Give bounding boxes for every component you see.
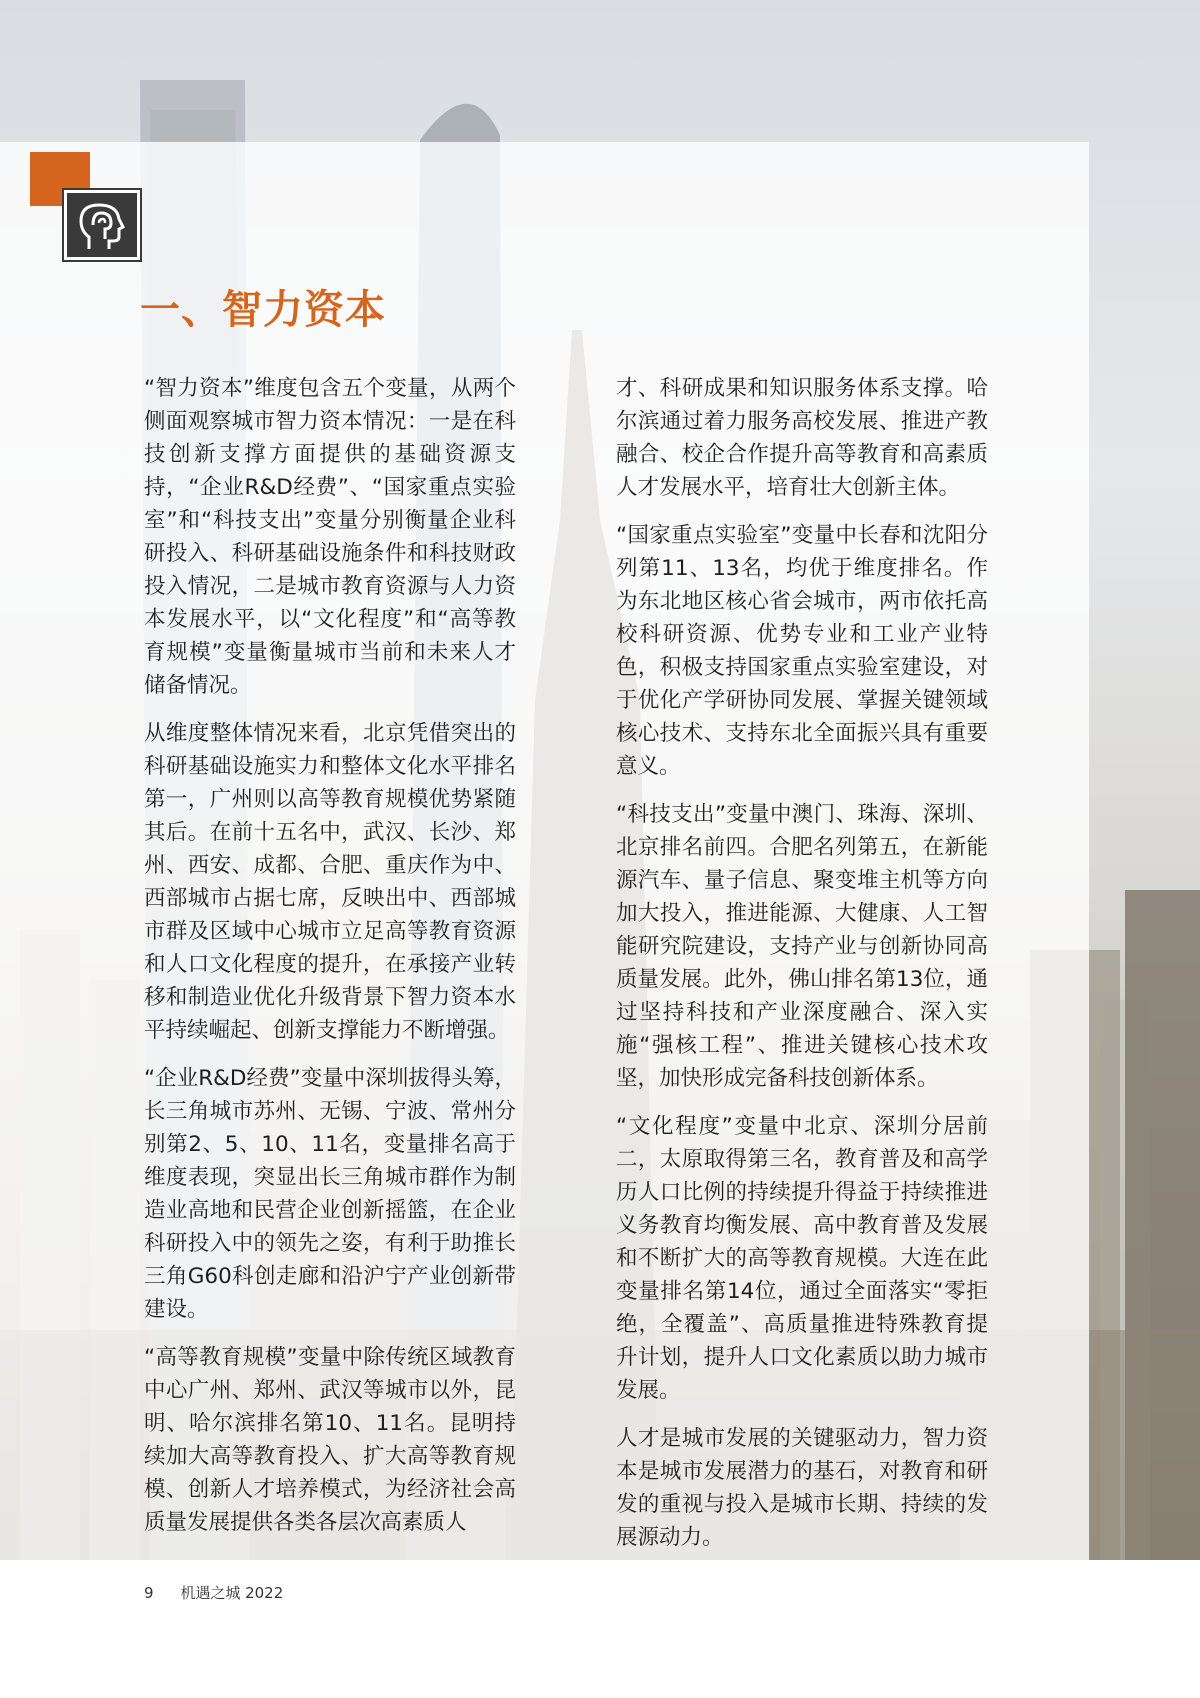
head-brain-icon [75,199,129,253]
left-column [144,372,516,1554]
publication-name: 机遇之城 2022 [180,1584,284,1602]
right-column [616,372,988,1569]
paragraph: “科技支出”变量中澳门、珠海、深圳、北京排名前四。合肥名列第五，在新能源汽车、量子信息、聚变堆主机等方向加大投入，推进能源、大健康、人工智能研究院建设，支持产业与创新协同高质量发展。此外，佛山排名第13位，通过坚持科技和产业深度融合、深入实施“强核工程”、推进关键核心技术攻坚，加快形成完备科技创新体系。 [616,802,988,1091]
paragraph: “企业R&D经费”变量中深圳拔得头筹，长三角城市苏州、无锡、宁波、常州分别第2、5、10、11名，变量排名高于维度表现，突显出长三角城市群作为制造业高地和民营企业创新摇篮，在企业科研投入中的领先之姿，有利于助推长三角G60科创走廊和沿沪宁产业创新带建设。 [144,1066,516,1322]
section-title: 一、智力资本 [140,287,386,333]
paragraph: “国家重点实验室”变量中长春和沈阳分列第11、13名，均优于维度排名。作为东北地区核心省会城市，两市依托高校科研资源、优势专业和工业产业特色，积极支持国家重点实验室建设，对于优化产学研协同发展、掌握关键领域核心技术、支持东北全面振兴具有重要意义。 [616,523,988,779]
paragraph: “智力资本”维度包含五个变量，从两个侧面观察城市智力资本情况：一是在科技创新支撑方面提供的基础资源支持，“企业R&D经费”、“国家重点实验室”和“科技支出”变量分别衡量企业科研投入、科研基础设施条件和科技财政投入情况，二是城市教育资源与人力资本发展水平，以“文化程度”和“高等教育规模”变量衡量城市当前和未来人才储备情况。 [144,376,516,698]
paragraph: 从维度整体情况来看，北京凭借突出的科研基础设施实力和整体文化水平排名第一，广州则以高等教育规模优势紧随其后。在前十五名中，武汉、长沙、郑州、西安、成都、合肥、重庆作为中、西部城市占据七席，反映出中、西部城市群及区域中心城市立足高等教育资源和人口文化程度的提升，在承接产业转移和制造业优化升级背景下智力资本水平持续崛起、创新支撑能力不断增强。 [144,721,516,1043]
section-icon-box [64,190,140,260]
page-footer [144,1582,305,1603]
paragraph: “高等教育规模”变量中除传统区域教育中心广州、郑州、武汉等城市以外，昆明、哈尔滨排名第10、11名。昆明持续加大高等教育投入、扩大高等教育规模、创新人才培养模式，为经济社会高质量发展提供各类各层次高素质人 [144,1345,516,1535]
paragraph: 人才是城市发展的关键驱动力，智力资本是城市发展潜力的基石，对教育和研发的重视与投入是城市长期、持续的发展源动力。 [616,1426,988,1550]
page-number: 9 [144,1584,154,1602]
paragraph: 才、科研成果和知识服务体系支撑。哈尔滨通过着力服务高校发展、推进产教融合、校企合作提升高等教育和高素质人才发展水平，培育壮大创新主体。 [616,376,988,500]
paragraph: “文化程度”变量中北京、深圳分居前二，太原取得第三名，教育普及和高学历人口比例的持续提升得益于持续推进义务教育均衡发展、高中教育普及发展和不断扩大的高等教育规模。大连在此变量排名第14位，通过全面落实“零拒绝，全覆盖”、高质量推进特殊教育提升计划，提升人口文化素质以助力城市发展。 [616,1114,988,1403]
